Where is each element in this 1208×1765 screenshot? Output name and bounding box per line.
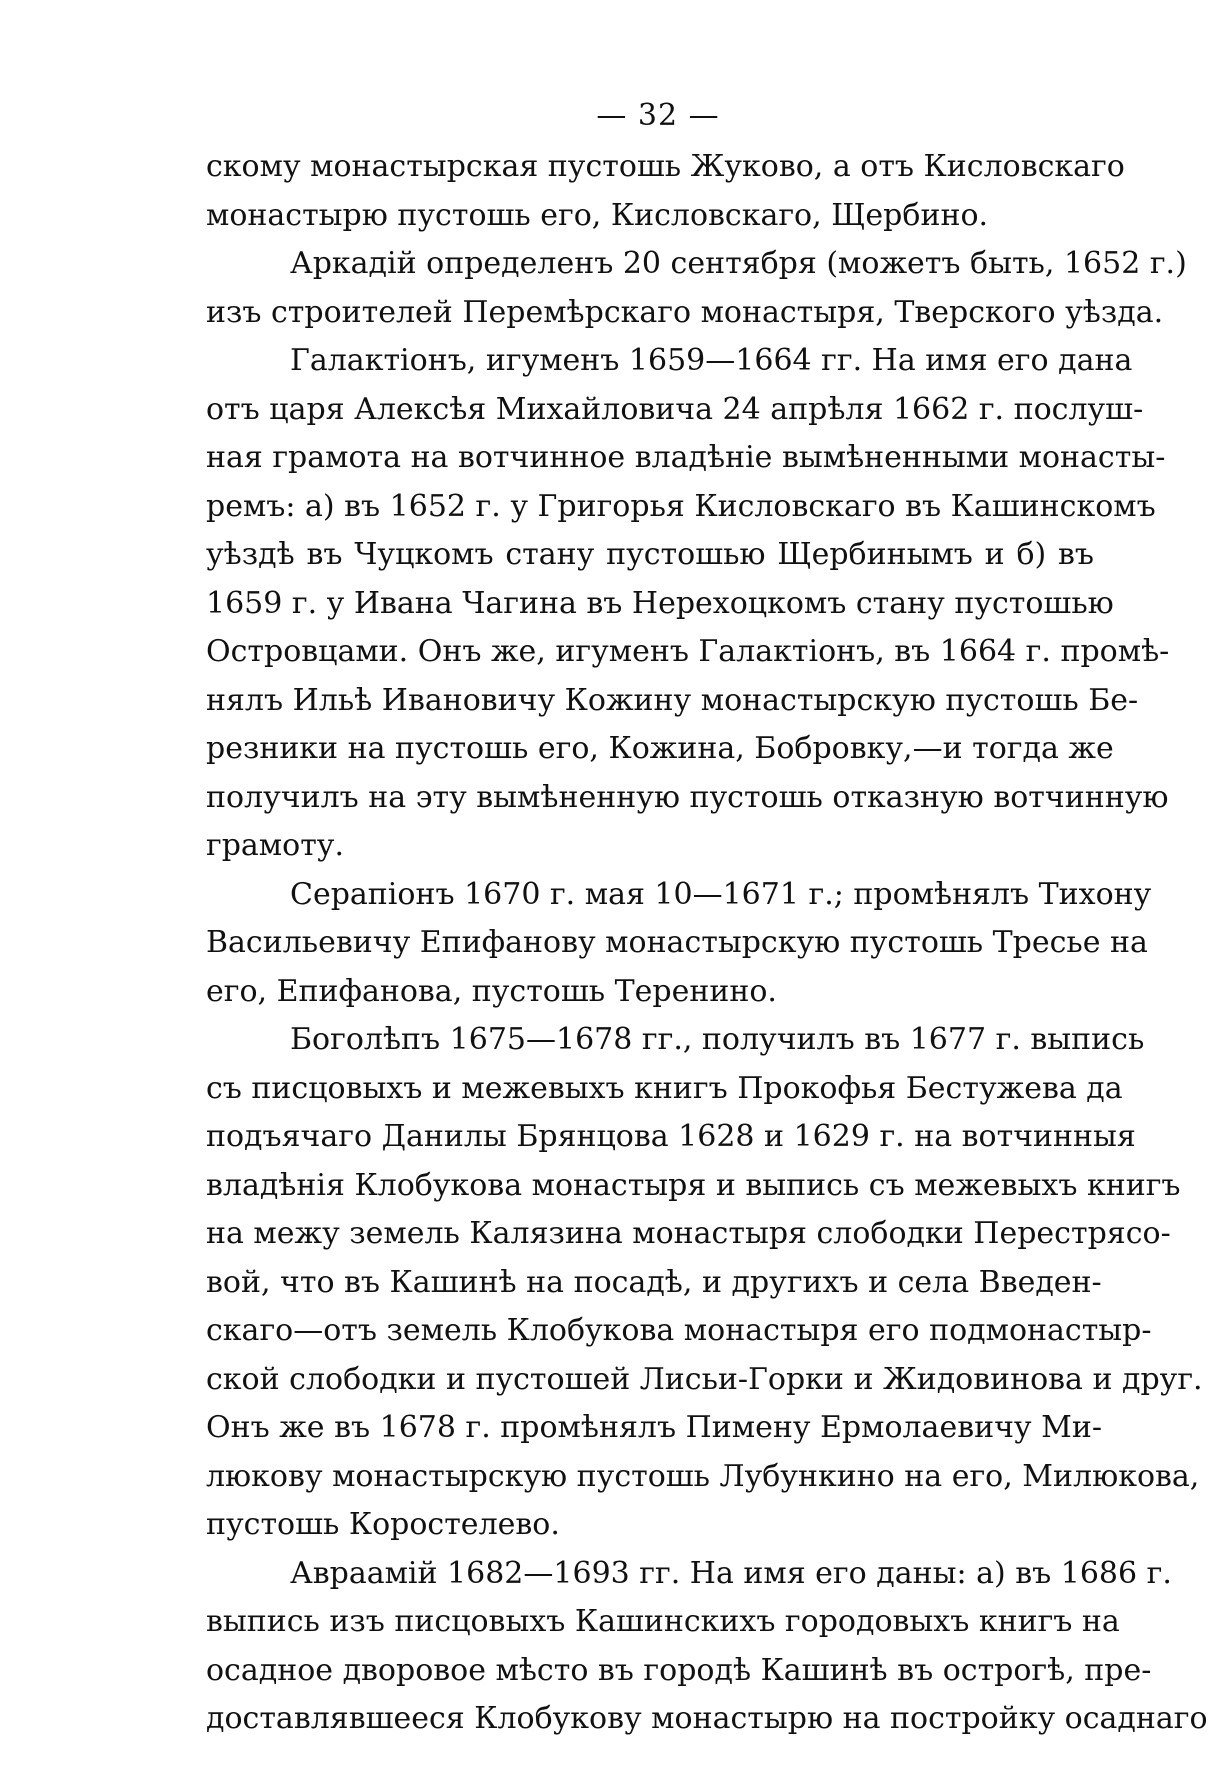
text-line: грамоту. (206, 828, 344, 863)
text-line: Авраамій 1682—1693 гг. На имя его даны: а) въ 1686 г. (290, 1555, 1172, 1591)
text-line: пустошь Коростелево. (206, 1507, 560, 1542)
text-line: осадное дворовое мѣсто въ городѣ Кашинѣ въ острогѣ, пре- (206, 1652, 1152, 1688)
text-line: его, Епифанова, пустошь Теренино. (206, 973, 777, 1009)
text-line: изъ строителей Перемѣрскаго монастыря, Тверского уѣзда. (206, 294, 1164, 330)
text-line: Васильевичу Епифанову монастырскую пустошь Тресье на (206, 925, 1148, 960)
text-line: выпись изъ писцовыхъ Кашинскихъ городовыхъ книгъ на (206, 1604, 1120, 1639)
page-number: — 32 — (596, 98, 720, 133)
text-line: 1659 г. у Ивана Чагина въ Нерехоцкомъ стану пустошью (206, 585, 1114, 621)
text-line: ная грамота на вотчинное владѣніе вымѣненными монасты- (206, 440, 1166, 475)
text-line: Боголѣпъ 1675—1678 гг., получилъ въ 1677 г. выпись (290, 1022, 1145, 1057)
text-line: Онъ же въ 1678 г. промѣнялъ Пимену Ермолаевичу Ми- (206, 1410, 1102, 1445)
text-line: вой, что въ Кашинѣ на посадѣ, и другихъ и села Введен- (206, 1264, 1102, 1300)
text-body (206, 143, 1208, 1744)
text-line: подъячаго Данилы Брянцова 1628 и 1629 г. на вотчинныя (206, 1119, 1136, 1154)
text-line: Галактіонъ, игуменъ 1659—1664 гг. На имя его дана (290, 343, 1133, 378)
text-line: съ писцовыхъ и межевыхъ книгъ Прокофья Бестужева да (206, 1070, 1123, 1106)
text-line: скому монастырская пустошь Жуково, а отъ Кисловскаго (206, 149, 1125, 184)
text-line: нялъ Ильѣ Ивановичу Кожину монастырскую пустошь Бе- (206, 682, 1139, 718)
text-line: Островцами. Онъ же, игуменъ Галактіонъ, въ 1664 г. промѣ- (206, 634, 1170, 669)
text-line: доставлявшееся Клобукову монастырю на постройку осаднаго (206, 1701, 1208, 1736)
text-line: резники на пустошь его, Кожина, Бобровку,—и тогда же (206, 731, 1114, 766)
text-line: Аркадій определенъ 20 сентября (можетъ быть, 1652 г.) (290, 246, 1187, 281)
text-line: монастырю пустошь его, Кисловскаго, Щербино. (206, 197, 989, 233)
text-line: на межу земель Калязина монастыря слободки Перестрясо- (206, 1216, 1171, 1251)
text-line: Серапіонъ 1670 г. мая 10—1671 г.; промѣнялъ Тихону (290, 876, 1152, 912)
text-line: ремъ: а) въ 1652 г. у Григорья Кисловскаго въ Кашинскомъ (206, 488, 1156, 524)
text-line: владѣнія Клобукова монастыря и выпись съ межевыхъ книгъ (206, 1167, 1181, 1203)
text-line: отъ царя Алексѣя Михайловича 24 апрѣля 1662 г. послуш- (206, 391, 1144, 427)
text-line: уѣздѣ въ Чуцкомъ стану пустошью Щербинымъ и б) въ (206, 537, 1094, 572)
text-line: скаго—отъ земель Клобукова монастыря его подмонастыр- (206, 1313, 1152, 1348)
text-line: ской слободки и пустошей Лисьи-Горки и Жидовинова и друг. (206, 1361, 1203, 1397)
text-line: получилъ на эту вымѣненную пустошь отказную вотчинную (206, 779, 1169, 815)
text-line: люкову монастырскую пустошь Лубункино на его, Милюкова, (206, 1458, 1200, 1494)
